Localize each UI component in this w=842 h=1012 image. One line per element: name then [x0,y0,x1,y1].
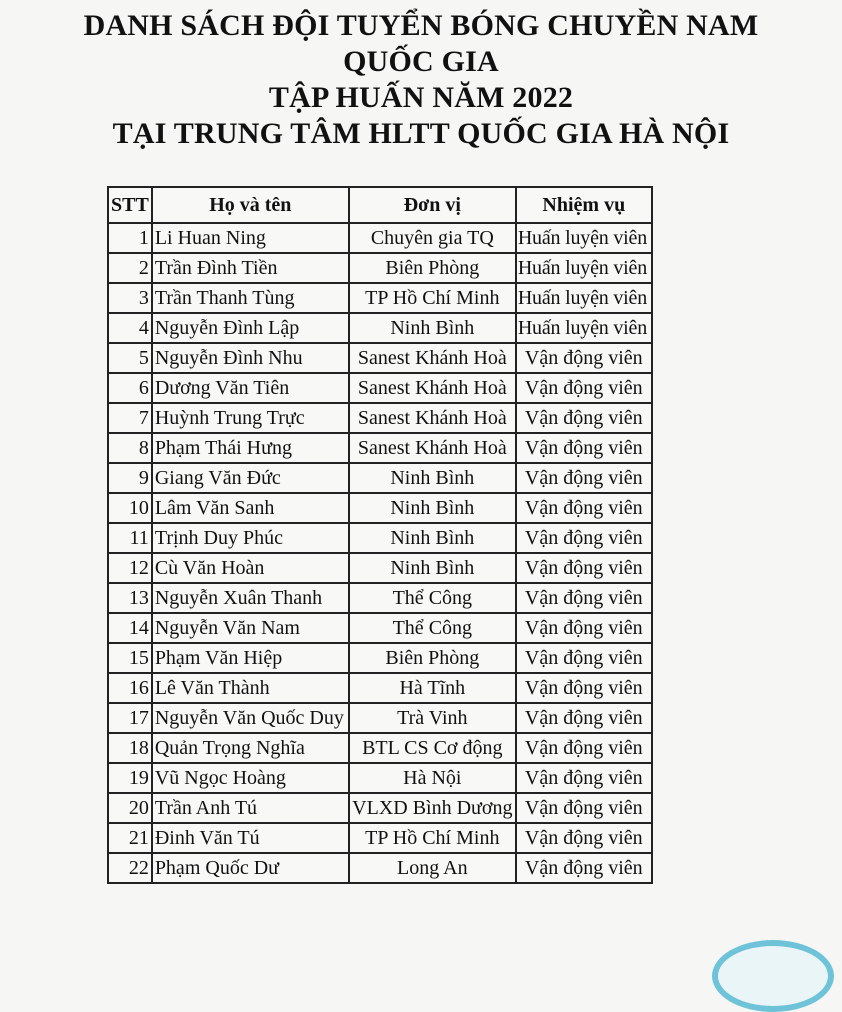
cell-role: Vận động viên [516,493,652,523]
cell-name: Huỳnh Trung Trực [152,403,349,433]
roster-table [107,186,653,884]
cell-unit: Trà Vinh [349,703,516,733]
cell-unit: Long An [349,853,516,883]
table-row [108,223,652,253]
cell-unit: Sanest Khánh Hoà [349,403,516,433]
cell-role: Vận động viên [516,823,652,853]
cell-unit: Sanest Khánh Hoà [349,373,516,403]
cell-unit: Chuyên gia TQ [349,223,516,253]
cell-name: Lâm Văn Sanh [152,493,349,523]
cell-role: Vận động viên [516,403,652,433]
cell-role: Vận động viên [516,433,652,463]
cell-unit: Ninh Bình [349,313,516,343]
table-row [108,613,652,643]
table-row [108,313,652,343]
cell-name: Nguyễn Văn Nam [152,613,349,643]
table-row [108,823,652,853]
cell-name: Nguyễn Đình Lập [152,313,349,343]
cell-name: Nguyễn Đình Nhu [152,343,349,373]
cell-name: Cù Văn Hoàn [152,553,349,583]
table-row [108,673,652,703]
cell-stt: 4 [108,313,152,343]
cell-unit: Sanest Khánh Hoà [349,343,516,373]
table-row [108,553,652,583]
table-row [108,433,652,463]
cell-stt: 11 [108,523,152,553]
cell-name: Đinh Văn Tú [152,823,349,853]
cell-role: Huấn luyện viên [516,313,652,343]
cell-stt: 18 [108,733,152,763]
cell-unit: Sanest Khánh Hoà [349,433,516,463]
cell-stt: 9 [108,463,152,493]
cell-role: Vận động viên [516,613,652,643]
cell-unit: Biên Phòng [349,253,516,283]
cell-stt: 15 [108,643,152,673]
table-row [108,763,652,793]
cell-name: Phạm Văn Hiệp [152,643,349,673]
header-name: Họ và tên [152,187,349,223]
cell-name: Li Huan Ning [152,223,349,253]
table-row [108,283,652,313]
cell-role: Vận động viên [516,373,652,403]
cell-unit: Hà Tĩnh [349,673,516,703]
table-row [108,703,652,733]
table-row [108,523,652,553]
cell-role: Vận động viên [516,343,652,373]
cell-unit: TP Hồ Chí Minh [349,823,516,853]
cell-role: Vận động viên [516,553,652,583]
table-row [108,853,652,883]
cell-stt: 1 [108,223,152,253]
cell-unit: BTL CS Cơ động [349,733,516,763]
cell-name: Lê Văn Thành [152,673,349,703]
cell-name: Phạm Thái Hưng [152,433,349,463]
cell-name: Trịnh Duy Phúc [152,523,349,553]
cell-role: Vận động viên [516,733,652,763]
cell-name: Nguyễn Văn Quốc Duy [152,703,349,733]
cell-name: Trần Anh Tú [152,793,349,823]
cell-stt: 19 [108,763,152,793]
cell-stt: 14 [108,613,152,643]
table-row [108,643,652,673]
table-row [108,493,652,523]
cell-unit: VLXD Bình Dương [349,793,516,823]
cell-stt: 17 [108,703,152,733]
cell-stt: 16 [108,673,152,703]
cell-stt: 8 [108,433,152,463]
cell-name: Dương Văn Tiên [152,373,349,403]
table-row [108,583,652,613]
table-row [108,463,652,493]
cell-role: Vận động viên [516,763,652,793]
cell-unit: Biên Phòng [349,643,516,673]
cell-stt: 3 [108,283,152,313]
cell-stt: 6 [108,373,152,403]
cell-name: Nguyễn Xuân Thanh [152,583,349,613]
cell-role: Vận động viên [516,583,652,613]
cell-role: Huấn luyện viên [516,223,652,253]
cell-unit: TP Hồ Chí Minh [349,283,516,313]
header-unit: Đơn vị [349,187,516,223]
cell-stt: 12 [108,553,152,583]
cell-name: Vũ Ngọc Hoàng [152,763,349,793]
cell-unit: Ninh Bình [349,523,516,553]
document-title [0,8,842,152]
cell-role: Vận động viên [516,673,652,703]
corner-logo-icon [712,940,834,1012]
cell-name: Quản Trọng Nghĩa [152,733,349,763]
cell-name: Trần Thanh Tùng [152,283,349,313]
cell-name: Phạm Quốc Dư [152,853,349,883]
cell-unit: Thể Công [349,613,516,643]
cell-name: Trần Đình Tiền [152,253,349,283]
cell-stt: 21 [108,823,152,853]
title-line-4: TẠI TRUNG TÂM HLTT QUỐC GIA HÀ NỘI [112,117,730,150]
cell-stt: 13 [108,583,152,613]
cell-unit: Ninh Bình [349,493,516,523]
table-row [108,343,652,373]
cell-role: Huấn luyện viên [516,283,652,313]
title-line-2: QUỐC GIA [343,45,499,78]
cell-unit: Ninh Bình [349,553,516,583]
cell-stt: 7 [108,403,152,433]
table-row [108,793,652,823]
cell-unit: Hà Nội [349,763,516,793]
table-row [108,733,652,763]
cell-role: Vận động viên [516,853,652,883]
header-role: Nhiệm vụ [516,187,652,223]
roster-body [108,223,652,883]
cell-role: Huấn luyện viên [516,253,652,283]
cell-stt: 22 [108,853,152,883]
cell-stt: 20 [108,793,152,823]
title-line-3: TẬP HUẤN NĂM 2022 [268,81,574,114]
cell-role: Vận động viên [516,643,652,673]
header-stt: STT [108,187,152,223]
cell-role: Vận động viên [516,793,652,823]
table-row [108,373,652,403]
cell-stt: 5 [108,343,152,373]
cell-stt: 2 [108,253,152,283]
cell-role: Vận động viên [516,703,652,733]
header-row [108,187,652,223]
cell-stt: 10 [108,493,152,523]
cell-name: Giang Văn Đức [152,463,349,493]
cell-role: Vận động viên [516,523,652,553]
cell-role: Vận động viên [516,463,652,493]
table-row [108,403,652,433]
cell-unit: Thể Công [349,583,516,613]
title-line-1: DANH SÁCH ĐỘI TUYỂN BÓNG CHUYỀN NAM [83,9,759,42]
table-row [108,253,652,283]
cell-unit: Ninh Bình [349,463,516,493]
